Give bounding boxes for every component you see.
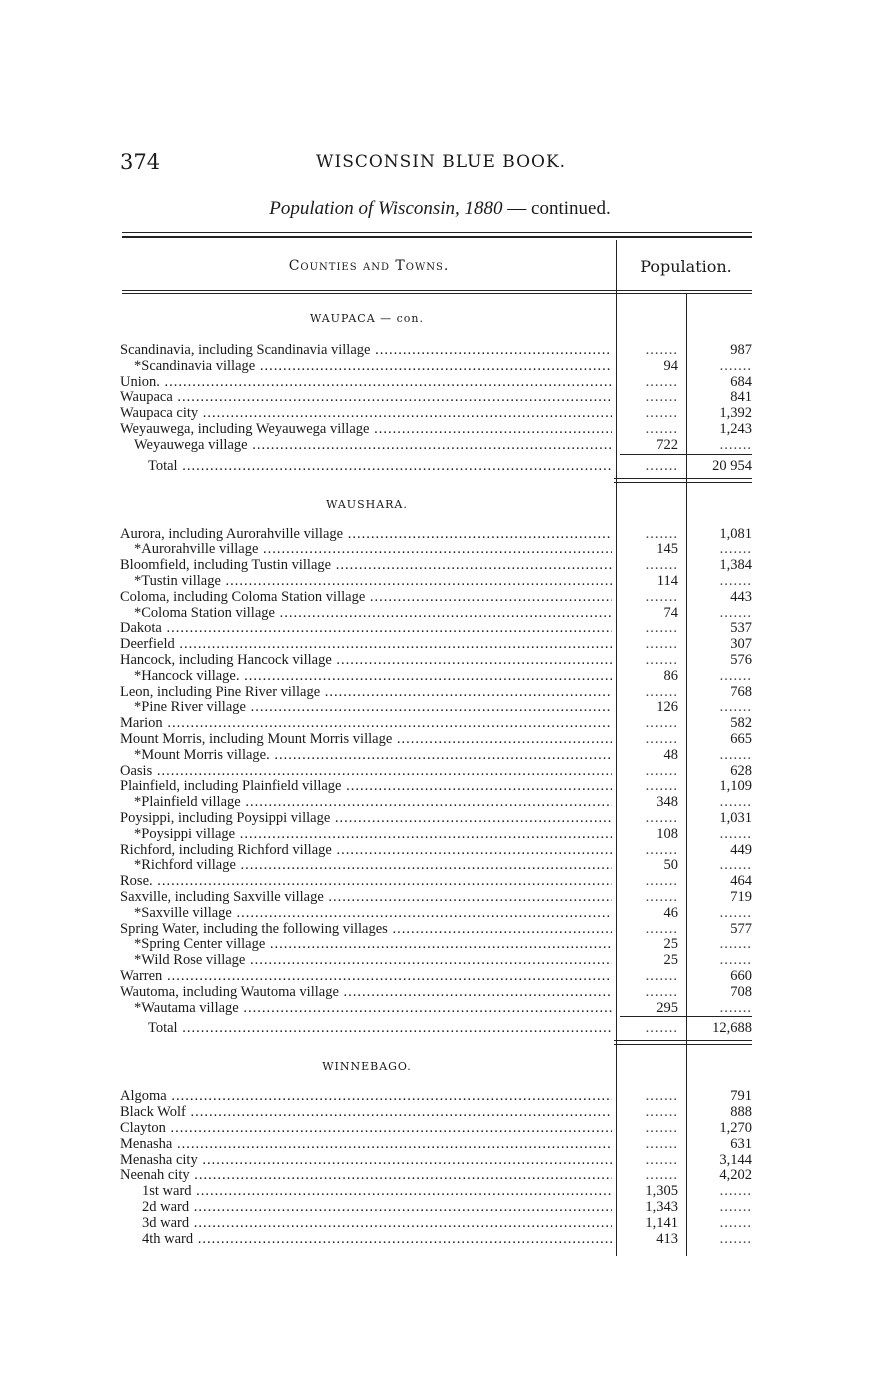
table-row xyxy=(120,1120,760,1136)
table-row xyxy=(120,405,760,421)
village-population: ....... xyxy=(645,968,678,984)
column-heading-names: Counties and Towns. xyxy=(288,258,450,274)
table-row xyxy=(120,889,760,905)
table-row xyxy=(120,873,760,889)
place-name: Black Wolf ..... xyxy=(120,1104,612,1120)
village-population: ....... xyxy=(645,810,678,826)
village-population: 348 xyxy=(656,794,678,811)
town-population: 631 xyxy=(730,1135,752,1152)
village-population: ....... xyxy=(645,405,678,422)
table-top-rule-2 xyxy=(122,236,752,238)
village-population: 1,343 xyxy=(645,1199,678,1215)
town-population: ....... xyxy=(719,1183,752,1200)
town-population: 537 xyxy=(730,620,752,637)
village-population: 74 xyxy=(663,604,678,621)
town-population: 1,031 xyxy=(719,810,752,826)
table-row xyxy=(120,715,760,731)
town-population: 307 xyxy=(730,636,752,653)
town-population: ....... xyxy=(719,1199,752,1215)
village-population: ....... xyxy=(645,1151,678,1168)
village-population: 114 xyxy=(656,573,678,589)
table-row xyxy=(120,778,760,794)
village-population: ....... xyxy=(645,342,678,358)
village-population: ....... xyxy=(645,889,678,905)
place-name: Total ..... xyxy=(120,1020,612,1036)
town-population: 464 xyxy=(730,873,752,890)
village-population: ....... xyxy=(645,1167,678,1184)
town-population: 1,243 xyxy=(719,421,752,437)
table-row xyxy=(120,573,760,589)
place-name: Waupaca ..... xyxy=(120,389,612,405)
place-name: 1st ward ..... xyxy=(120,1183,612,1199)
town-population: 708 xyxy=(730,983,752,1000)
town-population: ....... xyxy=(719,904,752,921)
place-name: Menasha city ..... xyxy=(120,1152,612,1168)
village-population: ....... xyxy=(645,762,678,779)
place-name: Weyauwega village ..... xyxy=(120,437,612,453)
total-rule xyxy=(620,1016,752,1017)
town-population: 1,270 xyxy=(719,1120,752,1136)
place-name: *Richford village ..... xyxy=(120,857,612,873)
place-name: Richford, including Richford village ..... xyxy=(120,842,612,858)
page-header xyxy=(120,150,760,180)
place-name: Hancock, including Hancock village ..... xyxy=(120,652,612,668)
table-row xyxy=(120,1231,760,1247)
place-name: 2d ward ..... xyxy=(120,1199,612,1215)
table-row xyxy=(120,1199,760,1215)
town-population: 4,202 xyxy=(719,1167,752,1184)
town-population: ....... xyxy=(719,357,752,374)
place-name: Poysippi, including Poysippi village ..... xyxy=(120,810,612,826)
village-population: ....... xyxy=(645,588,678,605)
town-population: 660 xyxy=(730,968,752,984)
total-row xyxy=(120,1020,760,1036)
village-population: 108 xyxy=(656,825,678,842)
town-population: ....... xyxy=(719,699,752,716)
village-population: ....... xyxy=(645,683,678,700)
section-heading: WAUSHARA. xyxy=(326,497,408,511)
total-rule-below xyxy=(614,478,752,479)
village-population: ....... xyxy=(645,1088,678,1105)
table-row xyxy=(120,1167,760,1183)
town-population: ....... xyxy=(719,825,752,842)
page-number: 374 xyxy=(120,150,161,174)
place-name: *Plainfield village ..... xyxy=(120,794,612,810)
place-name: Aurora, including Aurorahville village ..... xyxy=(120,526,612,542)
village-population: ....... xyxy=(645,457,678,474)
table-row xyxy=(120,684,760,700)
village-population: 1,305 xyxy=(645,1183,678,1200)
town-population: 582 xyxy=(730,715,752,732)
town-population: ....... xyxy=(719,952,752,969)
table-row xyxy=(120,636,760,652)
table-row xyxy=(120,810,760,826)
village-population: ....... xyxy=(645,1020,678,1037)
place-name: *Aurorahville village ..... xyxy=(120,541,612,557)
table-row xyxy=(120,1215,760,1231)
place-name: Leon, including Pine River village ..... xyxy=(120,684,612,700)
place-name: *Pine River village ..... xyxy=(120,699,612,715)
village-population: ....... xyxy=(645,389,678,406)
village-population: ....... xyxy=(645,873,678,890)
place-name: Wautoma, including Wautoma village ..... xyxy=(120,984,612,1000)
village-population: 413 xyxy=(656,1230,678,1247)
town-population: 665 xyxy=(730,731,752,747)
village-population: ....... xyxy=(645,983,678,1000)
town-population: 1,109 xyxy=(719,778,752,795)
table-title-main: Population of Wisconsin, 1880 xyxy=(269,198,503,219)
place-name: Coloma, including Coloma Station village ..... xyxy=(120,589,612,605)
table-row xyxy=(120,857,760,873)
table-row xyxy=(120,1136,760,1152)
place-name: Union. ..... xyxy=(120,374,612,390)
total-rule xyxy=(620,454,752,455)
table-row xyxy=(120,842,760,858)
town-population: 719 xyxy=(730,889,752,905)
village-population: ....... xyxy=(645,421,678,437)
table-row xyxy=(120,589,760,605)
village-population: ....... xyxy=(645,373,678,390)
table-row xyxy=(120,1183,760,1199)
town-population: ....... xyxy=(719,794,752,811)
town-population: 449 xyxy=(730,841,752,858)
table-row xyxy=(120,389,760,405)
table-row xyxy=(120,905,760,921)
village-population: ....... xyxy=(645,1135,678,1152)
table-row xyxy=(120,936,760,952)
village-population: ....... xyxy=(645,778,678,795)
place-name: Oasis ..... xyxy=(120,763,612,779)
table-title xyxy=(120,198,760,220)
place-name: *Wild Rose village ..... xyxy=(120,952,612,968)
heading-rule xyxy=(122,290,752,291)
place-name: *Poysippi village ..... xyxy=(120,826,612,842)
town-population: 443 xyxy=(730,588,752,605)
table-row xyxy=(120,374,760,390)
place-name: Deerfield ..... xyxy=(120,636,612,652)
place-name: Neenah city ..... xyxy=(120,1167,612,1183)
town-population: 576 xyxy=(730,652,752,668)
place-name: Plainfield, including Plainfield village ..... xyxy=(120,778,612,794)
place-name: Clayton ..... xyxy=(120,1120,612,1136)
place-name: Menasha ..... xyxy=(120,1136,612,1152)
table-row xyxy=(120,921,760,937)
place-name: Warren ..... xyxy=(120,968,612,984)
town-population: 1,384 xyxy=(719,557,752,574)
town-population: 684 xyxy=(730,373,752,390)
table-row xyxy=(120,1088,760,1104)
place-name: *Spring Center village ..... xyxy=(120,936,612,952)
village-population: ....... xyxy=(645,1104,678,1121)
town-population: ....... xyxy=(719,1214,752,1231)
village-population: ....... xyxy=(645,841,678,858)
town-population: 987 xyxy=(730,342,752,358)
place-name: 3d ward ..... xyxy=(120,1215,612,1231)
table-row xyxy=(120,1000,760,1016)
section-heading: WAUPACA — con. xyxy=(309,312,425,325)
village-population: ....... xyxy=(645,715,678,732)
town-population: ....... xyxy=(719,541,752,558)
town-population: ....... xyxy=(719,573,752,589)
table-row xyxy=(120,699,760,715)
town-population: ....... xyxy=(719,436,752,453)
village-population: 145 xyxy=(656,541,678,558)
table-row xyxy=(120,1104,760,1120)
town-population: ....... xyxy=(719,857,752,874)
place-name: Scandinavia, including Scandinavia village ..... xyxy=(120,342,612,358)
village-population: ....... xyxy=(645,636,678,653)
town-population: ....... xyxy=(719,746,752,763)
table-row xyxy=(120,358,760,374)
place-name: Rose. ..... xyxy=(120,873,612,889)
table-row xyxy=(120,794,760,810)
village-population: 94 xyxy=(663,357,678,374)
town-population: ....... xyxy=(719,1230,752,1247)
village-population: ....... xyxy=(645,557,678,574)
total-rule-below-2 xyxy=(614,482,752,483)
table-row xyxy=(120,668,760,684)
table-row xyxy=(120,747,760,763)
place-name: Total ..... xyxy=(120,458,612,474)
total-rule-below-2 xyxy=(614,1044,752,1045)
town-population: ....... xyxy=(719,999,752,1016)
table-row xyxy=(120,526,760,542)
place-name: Marion ..... xyxy=(120,715,612,731)
table-row xyxy=(120,731,760,747)
town-population: 577 xyxy=(730,920,752,937)
town-population: 841 xyxy=(730,389,752,406)
table-title-continued: — continued. xyxy=(507,198,611,219)
village-population: ....... xyxy=(645,731,678,747)
town-population: 12,688 xyxy=(712,1020,752,1037)
place-name: Mount Morris, including Mount Morris village ..... xyxy=(120,731,612,747)
place-name: Spring Water, including the following villages ..... xyxy=(120,921,612,937)
village-population: 722 xyxy=(656,436,678,453)
village-population: 295 xyxy=(656,999,678,1016)
village-population: ....... xyxy=(645,1120,678,1136)
town-population: 3,144 xyxy=(719,1151,752,1168)
place-name: *Hancock village. ..... xyxy=(120,668,612,684)
place-name: Algoma ..... xyxy=(120,1088,612,1104)
village-population: 48 xyxy=(663,746,678,763)
place-name: *Saxville village ..... xyxy=(120,905,612,921)
table-row xyxy=(120,605,760,621)
village-population: 46 xyxy=(663,904,678,921)
village-population: 126 xyxy=(656,699,678,716)
total-row xyxy=(120,458,760,474)
village-population: ....... xyxy=(645,620,678,637)
table-row xyxy=(120,342,760,358)
village-population: 25 xyxy=(663,936,678,953)
heading-rule-2 xyxy=(122,293,752,294)
town-population: 768 xyxy=(730,683,752,700)
village-population: ....... xyxy=(645,525,678,542)
table-row xyxy=(120,421,760,437)
village-population: ....... xyxy=(645,652,678,668)
table-row xyxy=(120,557,760,573)
place-name: Waupaca city ..... xyxy=(120,405,612,421)
town-population: 791 xyxy=(730,1088,752,1105)
village-population: 86 xyxy=(663,667,678,684)
place-name: Saxville, including Saxville village ..... xyxy=(120,889,612,905)
town-population: ....... xyxy=(719,936,752,953)
village-population: ....... xyxy=(645,920,678,937)
town-population: 1,392 xyxy=(719,405,752,422)
table-top-rule xyxy=(122,232,752,233)
place-name: *Coloma Station village ..... xyxy=(120,605,612,621)
section-heading: WINNEBAGO. xyxy=(322,1060,412,1074)
village-population: 50 xyxy=(663,857,678,874)
table-row xyxy=(120,541,760,557)
place-name: 4th ward ..... xyxy=(120,1231,612,1247)
village-population: 1,141 xyxy=(645,1214,678,1231)
place-name: Dakota ..... xyxy=(120,620,612,636)
town-population: ....... xyxy=(719,604,752,621)
place-name: *Tustin village ..... xyxy=(120,573,612,589)
place-name: Bloomfield, including Tustin village ..... xyxy=(120,557,612,573)
total-rule-below xyxy=(614,1040,752,1041)
town-population: 628 xyxy=(730,762,752,779)
town-population: ....... xyxy=(719,667,752,684)
town-population: 1,081 xyxy=(719,525,752,542)
place-name: Weyauwega, including Weyauwega village ..... xyxy=(120,421,612,437)
table-row xyxy=(120,620,760,636)
running-head: WISCONSIN BLUE BOOK. xyxy=(316,152,567,172)
table-row xyxy=(120,763,760,779)
table-row xyxy=(120,1152,760,1168)
column-heading-population: Population. xyxy=(640,257,732,276)
table-row xyxy=(120,437,760,453)
table-row xyxy=(120,826,760,842)
place-name: *Wautama village ..... xyxy=(120,1000,612,1016)
village-population: 25 xyxy=(663,952,678,969)
table-row xyxy=(120,952,760,968)
place-name: *Mount Morris village. ..... xyxy=(120,747,612,763)
table-row xyxy=(120,984,760,1000)
table-row xyxy=(120,652,760,668)
place-name: *Scandinavia village ..... xyxy=(120,358,612,374)
town-population: 888 xyxy=(730,1104,752,1121)
table-row xyxy=(120,968,760,984)
town-population: 20 954 xyxy=(712,457,752,474)
